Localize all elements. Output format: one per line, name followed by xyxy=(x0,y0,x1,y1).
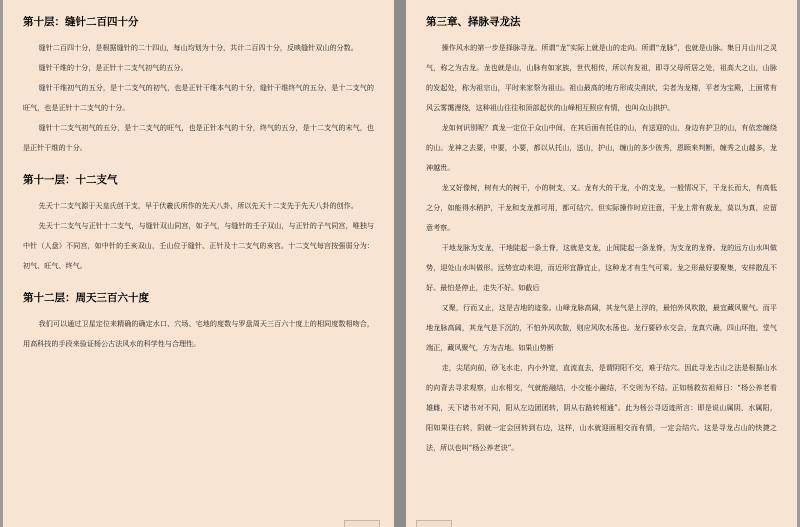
section-11-paragraph-2: 先天十二支气与正针十二支气，与缝针双山同宫，如子气，与缝针的壬子双山，与正针的子气同宫，唯独与中针（人盘）不同宫，如中针的壬亥双山，壬山位于缝针、正针及十二支气的亥宫。十二支气每宫按强弱分为：初气、旺气、终气。 xyxy=(23,221,374,270)
chapter-3-paragraph-3: 龙又好像树，树有大的树干，小的树支，又。龙有大的干龙，小的支龙，一般情况下，干龙长而大，有高低之分，如能得水稍护，干龙和支龙都可用，都可结穴。但实际操作时应注意，干龙上常有裁龙，莫以为真，应留意考察。 xyxy=(426,183,777,232)
section-11-paragraph-1: 先天十二支气源于天皇氏创干支，早于伏羲氏所作的先天八卦，所以先天十二支先于先天八卦的创作。 xyxy=(38,201,358,210)
page-corner xyxy=(416,520,452,527)
section-11-title: 第十一层：十二支气 xyxy=(23,174,118,186)
section-10-paragraph-1: 缝针二百四十分，是根据缝针的二十四山，每山均划为十分，共计二百四十分，反映缝针双山的分数。 xyxy=(38,43,358,52)
page-gutter xyxy=(394,0,406,527)
section-12-paragraph-1: 我们可以通过卫星定位来精确的确定水口、穴场、宅地的度数与罗盘周天三百六十度上的相同度数相吻合，用高科技的手段来验证杨公古法风水的科学性与合理性。 xyxy=(23,319,374,348)
section-10-paragraph-4: 缝针十二支气初气的五分，是十二支气的旺气，也是正针本气的十分，终气的五分，是十二支气的末气，也是正针干维的十分。 xyxy=(23,123,374,152)
section-10-paragraph-3: 缝针干维初气的五分，是十二支气的初气，也是正针干维本气的十分，缝针干维终气的五分，是十二支气的旺气，也是正针十二支气的十分。 xyxy=(23,83,374,112)
section-12-title: 第十二层：周天三百六十度 xyxy=(23,292,149,304)
chapter-3-paragraph-4: 干地龙脉为支龙，干地陡起一条土脊，这就是支龙，止间陡起一条龙脊，为支龙的龙脊。龙的远方山水叫做势，迎处山水叫做形。远势宜动来迎，而近形宜静宜止，这种龙才有生气可乘。龙之形最好要聚集，安样散乱不好。最怕是停止，走失不好。如截后 xyxy=(426,243,777,292)
page-corner xyxy=(344,520,380,527)
right-page xyxy=(406,0,797,527)
chapter-3-paragraph-6: 走，尖尾向前，砂飞水走，内小外宽，直流直去，是谓阴阳不交，难于结穴。因此寻龙古山之法是根据山水的向背去寻求观察，山水相交，气就能融结，小交能小融结，不交则为不结。正如杨救贫祖师日：“杨公养老看雄雌，天下诸书对不同，阳从左边团团转，阴从右路转相通”。此为杨公寻迈迹所言：即是说山属阴，水属阳，阳如果往右转，阴就一定会回转到右边，这样，山水就迎面相交而有情，一定会结穴。这是寻龙占山的快捷之法，所以也叫“杨公养老诀”。 xyxy=(426,363,777,452)
left-page xyxy=(3,0,394,527)
chapter-3-paragraph-5: 又聚，行而又止，这是吉地的迹象。山峰龙脉高阔，其龙气是上浮的，最怕外风吹散，最宜藏风聚气。而平地龙脉高阔，其龙气是下沉的，不怕外风吹散，则应风吹水荡也。龙行要砂水交会，龙真穴确，四山环抱，堂气端正，藏风聚气，方为吉地。如果山势断 xyxy=(426,303,777,352)
chapter-3-paragraph-1: 操作风水的第一步是择脉寻龙。所谓“龙”实际上就是山的走向。所谓“龙脉”，也就是山脉。集日月山川之灵气，称之为吉龙。龙也就是山，山脉有如家族，世代相传，所以有发祖，即寻父母所居之处，祖高大之山，山脉的发起处，称为祖宗山，平时来家祭为祖山。祖山最高的地方形成尖削状，尖者为龙楼，平者为宝殿，上面常有风云雾霭漫绕，这种祖山往往和顶部起伏的山峰相互照应有情，也叫众山拱护。 xyxy=(426,43,777,112)
section-10-paragraph-2: 缝针干维的十分，是正针十二支气初气的五分。 xyxy=(38,63,188,72)
chapter-3-paragraph-2: 龙如何识别呢？真龙一定位于众山中间，在其后面有托住的山，有送迎的山，身边有护卫的山，有依恋缠绕的山。龙神之去要，中要，小要，都以从托山，送山，护山，缠山的多少彼秀，恩顾来判断，缠秀之山越多，龙神越贵。 xyxy=(426,123,777,172)
section-10-title: 第十层：缝针二百四十分 xyxy=(23,16,139,28)
chapter-3-title: 第三章、择脉寻龙法 xyxy=(426,16,521,28)
